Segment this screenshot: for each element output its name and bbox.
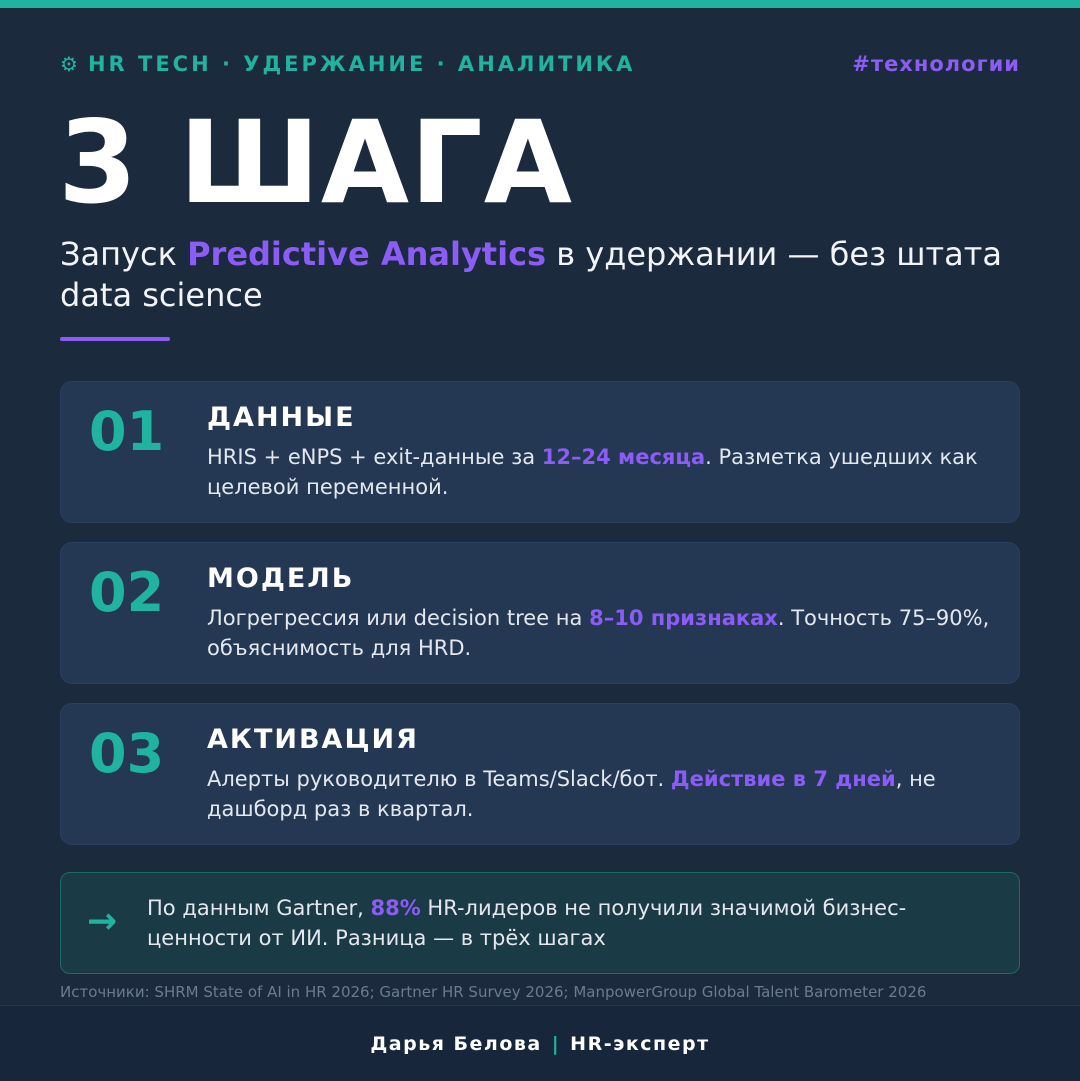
callout-text-before: По данным Gartner, <box>147 896 371 920</box>
arrow-right-icon: → <box>87 901 118 942</box>
step-highlight: 8–10 признаках <box>589 606 778 630</box>
subtitle-highlight: Predictive Analytics <box>187 235 547 273</box>
gear-icon: ⚙ <box>60 52 78 76</box>
step-number: 01 <box>89 400 165 463</box>
step-card-2 <box>60 542 1020 684</box>
kicker-text: HR TECH · УДЕРЖАНИЕ · АНАЛИТИКА <box>87 52 636 76</box>
title-underline <box>60 337 170 341</box>
page-title: 3 ШАГА <box>58 96 573 229</box>
top-accent-bar <box>0 0 1080 8</box>
step-title: АКТИВАЦИЯ <box>207 724 419 755</box>
subtitle-after: в удержании — без штата data science <box>60 235 1003 314</box>
step-text-after: . Разметка ушедших как целевой переменной. <box>207 445 978 499</box>
subtitle <box>60 234 1030 316</box>
step-title: МОДЕЛЬ <box>207 563 355 594</box>
step-number: 03 <box>89 722 165 785</box>
step-card-1 <box>60 381 1020 523</box>
author-name: Дарья Белова <box>370 1032 542 1055</box>
kicker <box>60 52 635 76</box>
step-card-3 <box>60 703 1020 845</box>
hashtag: #технологии <box>852 52 1020 76</box>
step-text-before: Алерты руководителю в Teams/Slack/бот. <box>207 767 671 791</box>
step-highlight: 12–24 месяца <box>541 445 706 469</box>
step-text-before: HRIS + eNPS + exit-данные за <box>207 445 542 469</box>
callout-text <box>147 893 967 953</box>
step-text-after: , не дашборд раз в квартал. <box>207 767 936 821</box>
sources-note: Источники: SHRM State of AI in HR 2026; Gartner HR Survey 2026; ManpowerGroup Global Talent Barometer 2026 <box>60 983 927 1001</box>
step-text <box>207 603 997 663</box>
step-text-before: Логрегрессия или decision tree на <box>207 606 590 630</box>
callout-box <box>60 872 1020 974</box>
step-text <box>207 764 997 824</box>
step-text <box>207 442 997 502</box>
step-text-after: . Точность 75–90%, объяснимость для HRD. <box>207 606 990 660</box>
footer <box>0 1005 1080 1081</box>
footer-separator: | <box>551 1032 561 1055</box>
subtitle-before: Запуск <box>60 235 188 273</box>
author-role: HR-эксперт <box>570 1032 710 1055</box>
callout-highlight: 88% <box>370 896 421 920</box>
callout-text-after: HR-лидеров не получили значимой бизнес-ценности от ИИ. Разница — в трёх шагах <box>147 896 907 950</box>
header-row <box>60 50 1020 78</box>
step-title: ДАННЫЕ <box>207 402 356 433</box>
step-number: 02 <box>89 561 165 624</box>
step-highlight: Действие в 7 дней <box>670 767 896 791</box>
